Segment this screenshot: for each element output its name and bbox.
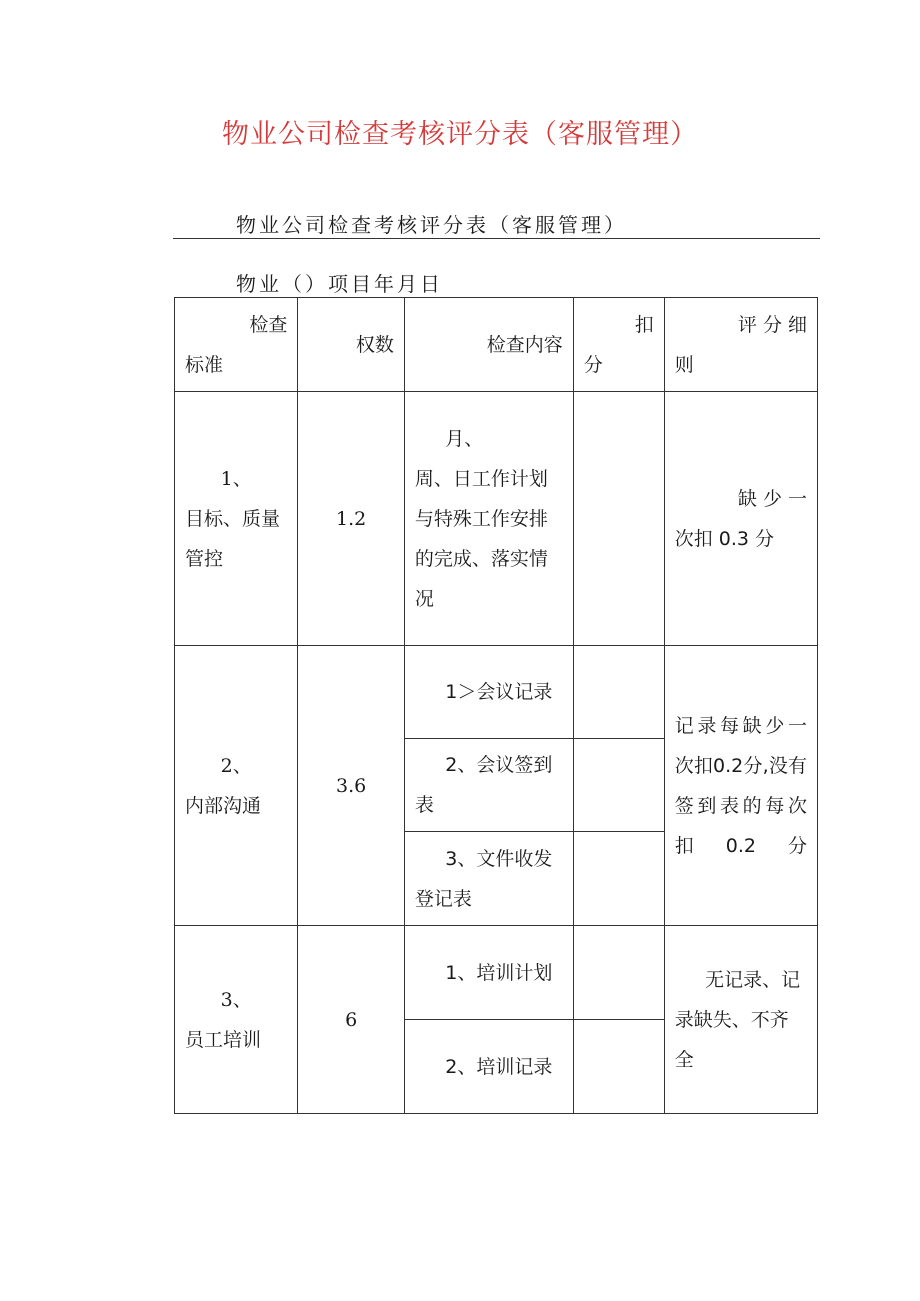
header-rules: 评 分 细 则 [664, 298, 817, 392]
weight-cell: 1.2 [298, 392, 405, 646]
standard-cell: 3、 员工培训 [175, 926, 298, 1114]
deduct-cell [573, 392, 664, 646]
score-table [174, 297, 818, 1114]
content-cell: 2、会议签到表 [404, 739, 573, 832]
weight-cell: 3.6 [298, 646, 405, 926]
deduct-cell [573, 1020, 664, 1114]
content-cell: 2、培训记录 [404, 1020, 573, 1114]
header-standard: 检查 标准 [175, 298, 298, 392]
content-cell: 月、 周、日工作计划与特殊工作安排的完成、落实情况 [404, 392, 573, 646]
rule-cell: 缺 少 一 次扣 0.3 分 [664, 392, 817, 646]
table-row [175, 926, 818, 1020]
weight-cell: 6 [298, 926, 405, 1114]
header-content: 检查内容 [404, 298, 573, 392]
deduct-cell [573, 646, 664, 739]
content-cell: 1＞会议记录 [404, 646, 573, 739]
deduct-cell [573, 739, 664, 832]
table-row [175, 646, 818, 739]
content-cell: 3、文件收发登记表 [404, 832, 573, 926]
standard-cell: 1、 目标、质量管控 [175, 392, 298, 646]
project-date-line: 物业（）项目年月日 [236, 272, 443, 296]
caption-underline [173, 238, 820, 239]
deduct-cell [573, 832, 664, 926]
content-cell: 1、培训计划 [404, 926, 573, 1020]
rule-cell: 无记录、记录缺失、不齐全 [664, 926, 817, 1114]
document-title: 物业公司检查考核评分表（客服管理） [222, 119, 698, 150]
deduct-cell [573, 926, 664, 1020]
table-caption: 物业公司检查考核评分表（客服管理） [236, 213, 627, 237]
header-deduct: 扣 分 [573, 298, 664, 392]
table-row [175, 392, 818, 646]
header-row [175, 298, 818, 392]
header-weight: 权数 [298, 298, 405, 392]
standard-cell: 2、 内部沟通 [175, 646, 298, 926]
rule-cell: 记录每缺少一次扣0.2分,没有签到表的每次扣0.2分 [664, 646, 817, 926]
